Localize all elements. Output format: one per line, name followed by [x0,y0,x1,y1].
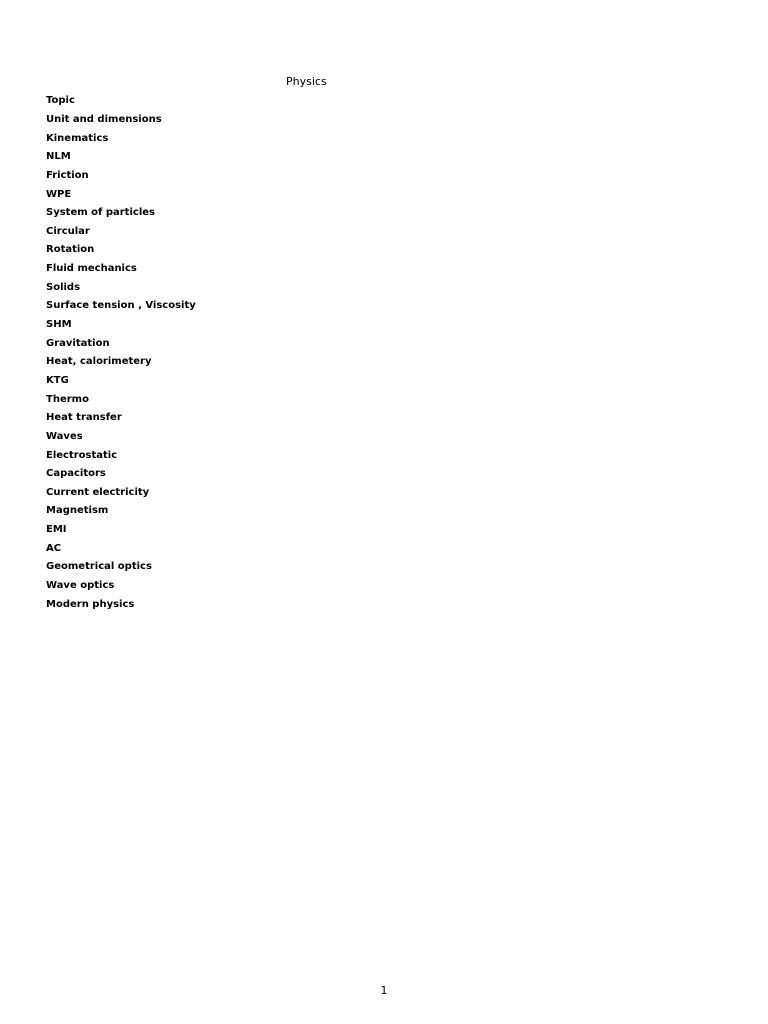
topic-column-header: Topic [46,95,75,106]
topic-item: Heat, calorimetery [46,356,152,368]
topic-item: Waves [46,430,83,442]
topic-item: KTG [46,374,69,386]
topic-item: SHM [46,319,72,331]
topic-item: Surface tension , Viscosity [46,300,196,312]
page-number: 1 [380,984,388,997]
topic-item: AC [46,542,62,554]
topic-item: Friction [46,169,89,181]
topic-item: Rotation [46,244,95,256]
topic-item: Circular [46,225,90,237]
topic-item: WPE [46,188,72,200]
topic-item: Capacitors [46,468,106,480]
topic-item: Thermo [46,393,89,405]
topic-item: Geometrical optics [46,561,152,573]
topic-item: EMI [46,524,67,536]
topic-item: Modern physics [46,598,135,610]
topic-item: Electrostatic [46,449,118,461]
topic-item: Solids [46,281,81,293]
topic-item: NLM [46,151,71,163]
topic-item: Wave optics [46,580,115,592]
topic-item: Current electricity [46,486,150,498]
topic-item: Unit and dimensions [46,114,162,125]
document-title: Physics [286,75,327,88]
topic-item: System of particles [46,207,155,219]
topic-item: Gravitation [46,337,110,349]
topic-item: Fluid mechanics [46,263,137,275]
topic-item: Kinematics [46,132,109,144]
topic-list [46,112,196,615]
topic-item: Heat transfer [46,412,122,424]
topic-item: Magnetism [46,505,109,517]
